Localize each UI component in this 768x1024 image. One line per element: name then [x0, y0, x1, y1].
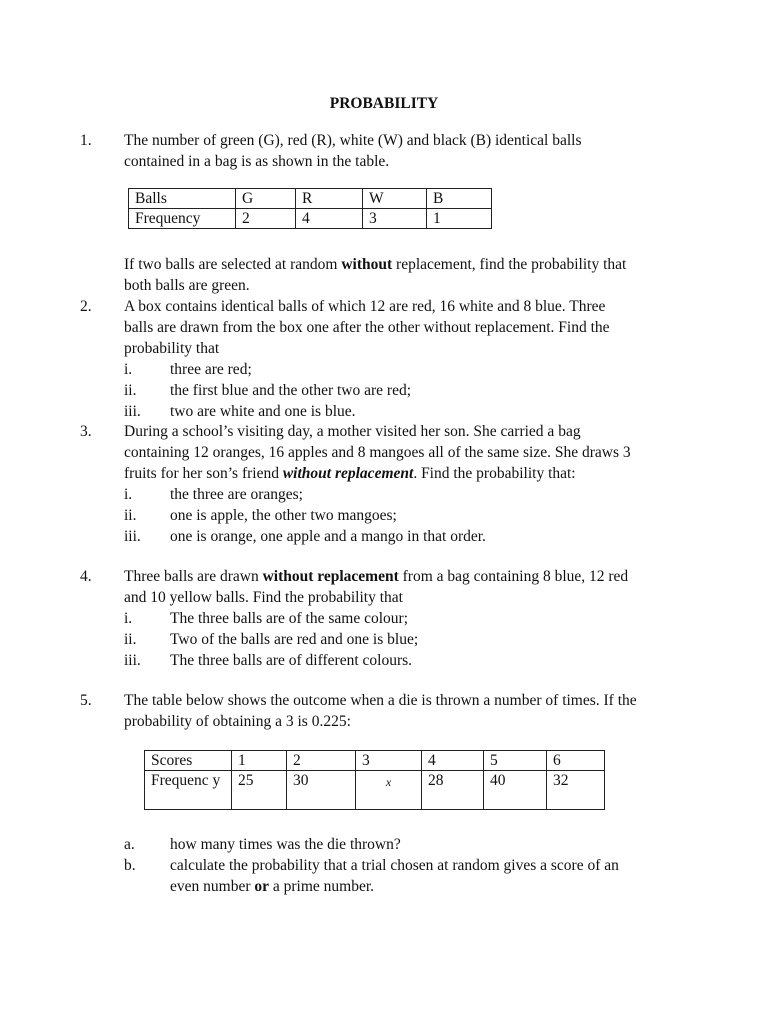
table-cell: 2: [236, 209, 296, 229]
table-cell: Frequency: [129, 209, 236, 229]
sub-question: a. how many times was the die thrown?: [124, 836, 401, 853]
page-title: PROBABILITY: [329, 95, 439, 112]
sub-question: even number or a prime number.: [170, 878, 375, 895]
table-cell: 28: [422, 771, 484, 810]
question-number: 5.: [80, 692, 92, 709]
question-number: 2.: [80, 298, 92, 315]
question-text: probability that: [124, 340, 220, 357]
table-row: [145, 771, 605, 810]
sub-question: i. The three balls are of the same colour;: [124, 610, 408, 627]
question-text: probability of obtaining a 3 is 0.225:: [124, 713, 351, 730]
question-text: balls are drawn from the box one after the other without replacement. Find the: [124, 319, 610, 336]
table-cell: 5: [484, 751, 547, 771]
question-text: both balls are green.: [124, 277, 250, 294]
question-number: 3.: [80, 423, 92, 440]
sub-question: ii. one is apple, the other two mangoes;: [124, 507, 397, 524]
table-cell: 4: [296, 209, 363, 229]
question-number: 4.: [80, 568, 92, 585]
question-number: 1.: [80, 132, 92, 149]
table-cell: 25: [232, 771, 287, 810]
table-cell: W: [363, 189, 427, 209]
table-cell: 3: [363, 209, 427, 229]
table-cell: Scores: [145, 751, 232, 771]
scores-table: [144, 750, 605, 810]
table-cell: G: [236, 189, 296, 209]
question-text: fruits for her son’s friend without replacement. Find the probability that:: [124, 465, 576, 482]
table-cell: 3: [356, 751, 422, 771]
table-cell: [356, 771, 422, 810]
question-text: Three balls are drawn without replacement from a bag containing 8 blue, 12 red: [124, 568, 629, 585]
sub-question: iii. one is orange, one apple and a mango in that order.: [124, 528, 486, 545]
question-text: containing 12 oranges, 16 apples and 8 mangoes all of the same size. She draws 3: [124, 444, 631, 461]
sub-question: i. the three are oranges;: [124, 486, 303, 503]
question-text: contained in a bag is as shown in the table.: [124, 153, 390, 170]
question-text: If two balls are selected at random without replacement, find the probability that: [124, 256, 627, 273]
table-cell: 32: [547, 771, 605, 810]
sub-question: iii. The three balls are of different colours.: [124, 652, 413, 669]
question-text: During a school’s visiting day, a mother visited her son. She carried a bag: [124, 423, 581, 440]
table-cell: Frequenc y: [145, 771, 232, 810]
sub-question: ii. the first blue and the other two are red;: [124, 382, 412, 399]
table-cell: 30: [287, 771, 356, 810]
table-cell: Balls: [129, 189, 236, 209]
frequency-table: [128, 188, 492, 229]
table-cell: 40: [484, 771, 547, 810]
table-cell: R: [296, 189, 363, 209]
question-text: A box contains identical balls of which 12 are red, 16 white and 8 blue. Three: [124, 298, 606, 315]
sub-question: iii. two are white and one is blue.: [124, 403, 356, 420]
table-cell: 4: [422, 751, 484, 771]
sub-question: i. three are red;: [124, 361, 252, 378]
table-cell: 1: [232, 751, 287, 771]
table-row: [145, 751, 605, 771]
sub-question: b. calculate the probability that a trial chosen at random gives a score of an: [124, 857, 619, 874]
sub-question: ii. Two of the balls are red and one is blue;: [124, 631, 419, 648]
table-row: [129, 189, 492, 209]
table-cell: B: [427, 189, 492, 209]
question-text: and 10 yellow balls. Find the probability that: [124, 589, 403, 606]
unknown-variable: x: [385, 775, 392, 789]
table-cell: 1: [427, 209, 492, 229]
question-text: The table below shows the outcome when a die is thrown a number of times. If the: [124, 692, 637, 709]
table-cell: 6: [547, 751, 605, 771]
question-text: The number of green (G), red (R), white (W) and black (B) identical balls: [124, 132, 582, 149]
table-row: [129, 209, 492, 229]
table-cell: 2: [287, 751, 356, 771]
